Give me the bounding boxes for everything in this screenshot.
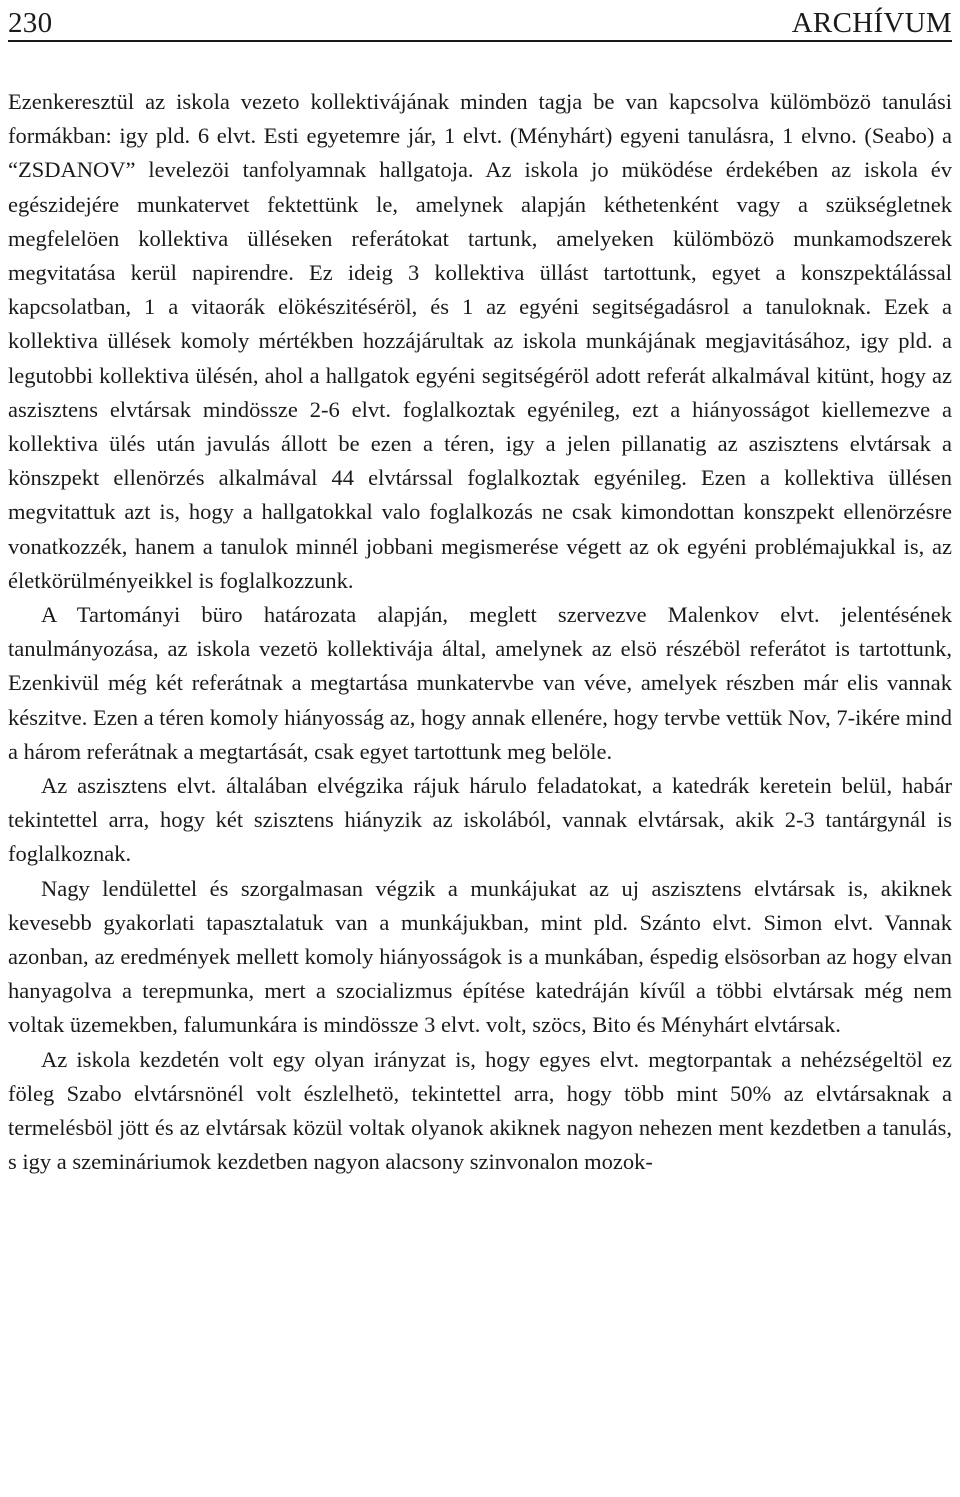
paragraph-2: A Tartományi büro határozata alapján, meglett szervezve Malenkov elvt. jelentésének tanulmányozása, az iskola vezetö kollektivája által, amelynek az elsö részéböl referátot is tartottunk, Ezenkivül még két referátnak a megtartása munkatervbe van véve, amelyek részben már elis vannak készitve. Ezen a téren komoly hiányosság az, hogy annak ellenére, hogy tervbe vettük Nov, 7-ikére mind a három referátnak a megtartását, csak egyet tartottunk meg belöle.	[8, 602, 952, 764]
paragraph-1: Ezenkeresztül az iskola vezeto kollektivájának minden tagja be van kapcsolva külömbözö tanulási formákban: igy pld. 6 elvt. Esti egyetemre jár, 1 elvt. (Ményhárt) egyeni tanulásra, 1 elvno. (Seabo) a “ZSDANOV” levelezöi tanfolyamnak hallgatoja. Az iskola jo müködése érdekében az iskola év egészidejére munkatervet fektettünk le, amelynek alapján kéthetenként vagy a szükségletnek megfelelöen kollektiva ülléseken referátokat tartunk, amelyeken külömbözö munkamodszerek megvitatása kerül napirendre. Ez ideig 3 kollektiva üllást tartottunk, egyet a konszpektálással kapcsolatban, 1 a vitaorák elökészitéséröl, és 1 az egyéni segitségadásrol a tanuloknak. Ezek a kollektiva üllések komoly mértékben hozzájárultak az iskola munkájának megjavitásához, igy pld. a legutobbi kollektiva ülésén, ahol a hallgatok egyéni segitségéröl adott referát alkalmával kitünt, hogy az aszisztens elvtársak mindössze 2-6 elvt. foglalkoztak egyénileg, ezt a hiányosságot kiellemezve a kollektiva ülés után javulás állott be ezen a téren, igy a jelen pillanatig az aszisztens elvtársak a könszpekt ellenörzés alkalmával 44 elvtárssal foglalkoztak egyénileg. Ezen a kollektiva üllésen megvitattuk azt is, hogy a hallgatokkal valo foglalkozás ne csak kimondottan konszpekt ellenörzésre vonatkozzék, hanem a tanulok minnél jobbani megismerése végett az ok egyéni problémajukkal is, az életkörülményeikkel is foglalkozzunk.	[8, 89, 952, 593]
paragraph-4: Nagy lendülettel és szorgalmasan végzik a munkájukat az uj aszisztens elvtársak is, akiknek kevesebb gyakorlati tapasztalatuk van a munkájukban, mint pld. Szánto elvt. Simon elvt. Vannak azonban, az eredmények mellett komoly hiányosságok is a munkában, éspedig elsösorban az hogy elvan hanyagolva a terepmunka, mert a szocializmus építése katedráján kívűl a többi elvtársak még nem voltak üzemekben, falumunkára is mindössze 3 elvt. volt, szöcs, Bito és Ményhárt elvtársak.	[8, 875, 952, 1038]
body-text	[8, 85, 952, 1180]
running-header	[8, 0, 952, 40]
running-title: ARCHÍVUM	[791, 7, 952, 39]
paragraph-3: Az aszisztens elvt. általában elvégzika rájuk hárulo feladatokat, a katedrák keretein belül, habár tekintettel arra, hogy két szisztens hiányzik az iskolából, vannak elvtársak, akik 2-3 tantárgynál is foglalkoznak.	[8, 773, 952, 867]
paragraph-5: Az iskola kezdetén volt egy olyan irányzat is, hogy egyes elvt. megtorpantak a nehézségeltöl ez föleg Szabo elvtársnönél volt észlelhetö, tekintettel arra, hogy több mint 50% az elvtársaknak a termelésböl jött és az elvtársak közül voltak olyanok akiknek nagyon nehezen ment kezdetben a tanulás, s igy a szemináriumok kezdetben nagyon alacsony szinvonalon mozok-	[8, 1046, 952, 1175]
page-number: 230	[8, 7, 53, 39]
header-rule	[8, 40, 952, 42]
